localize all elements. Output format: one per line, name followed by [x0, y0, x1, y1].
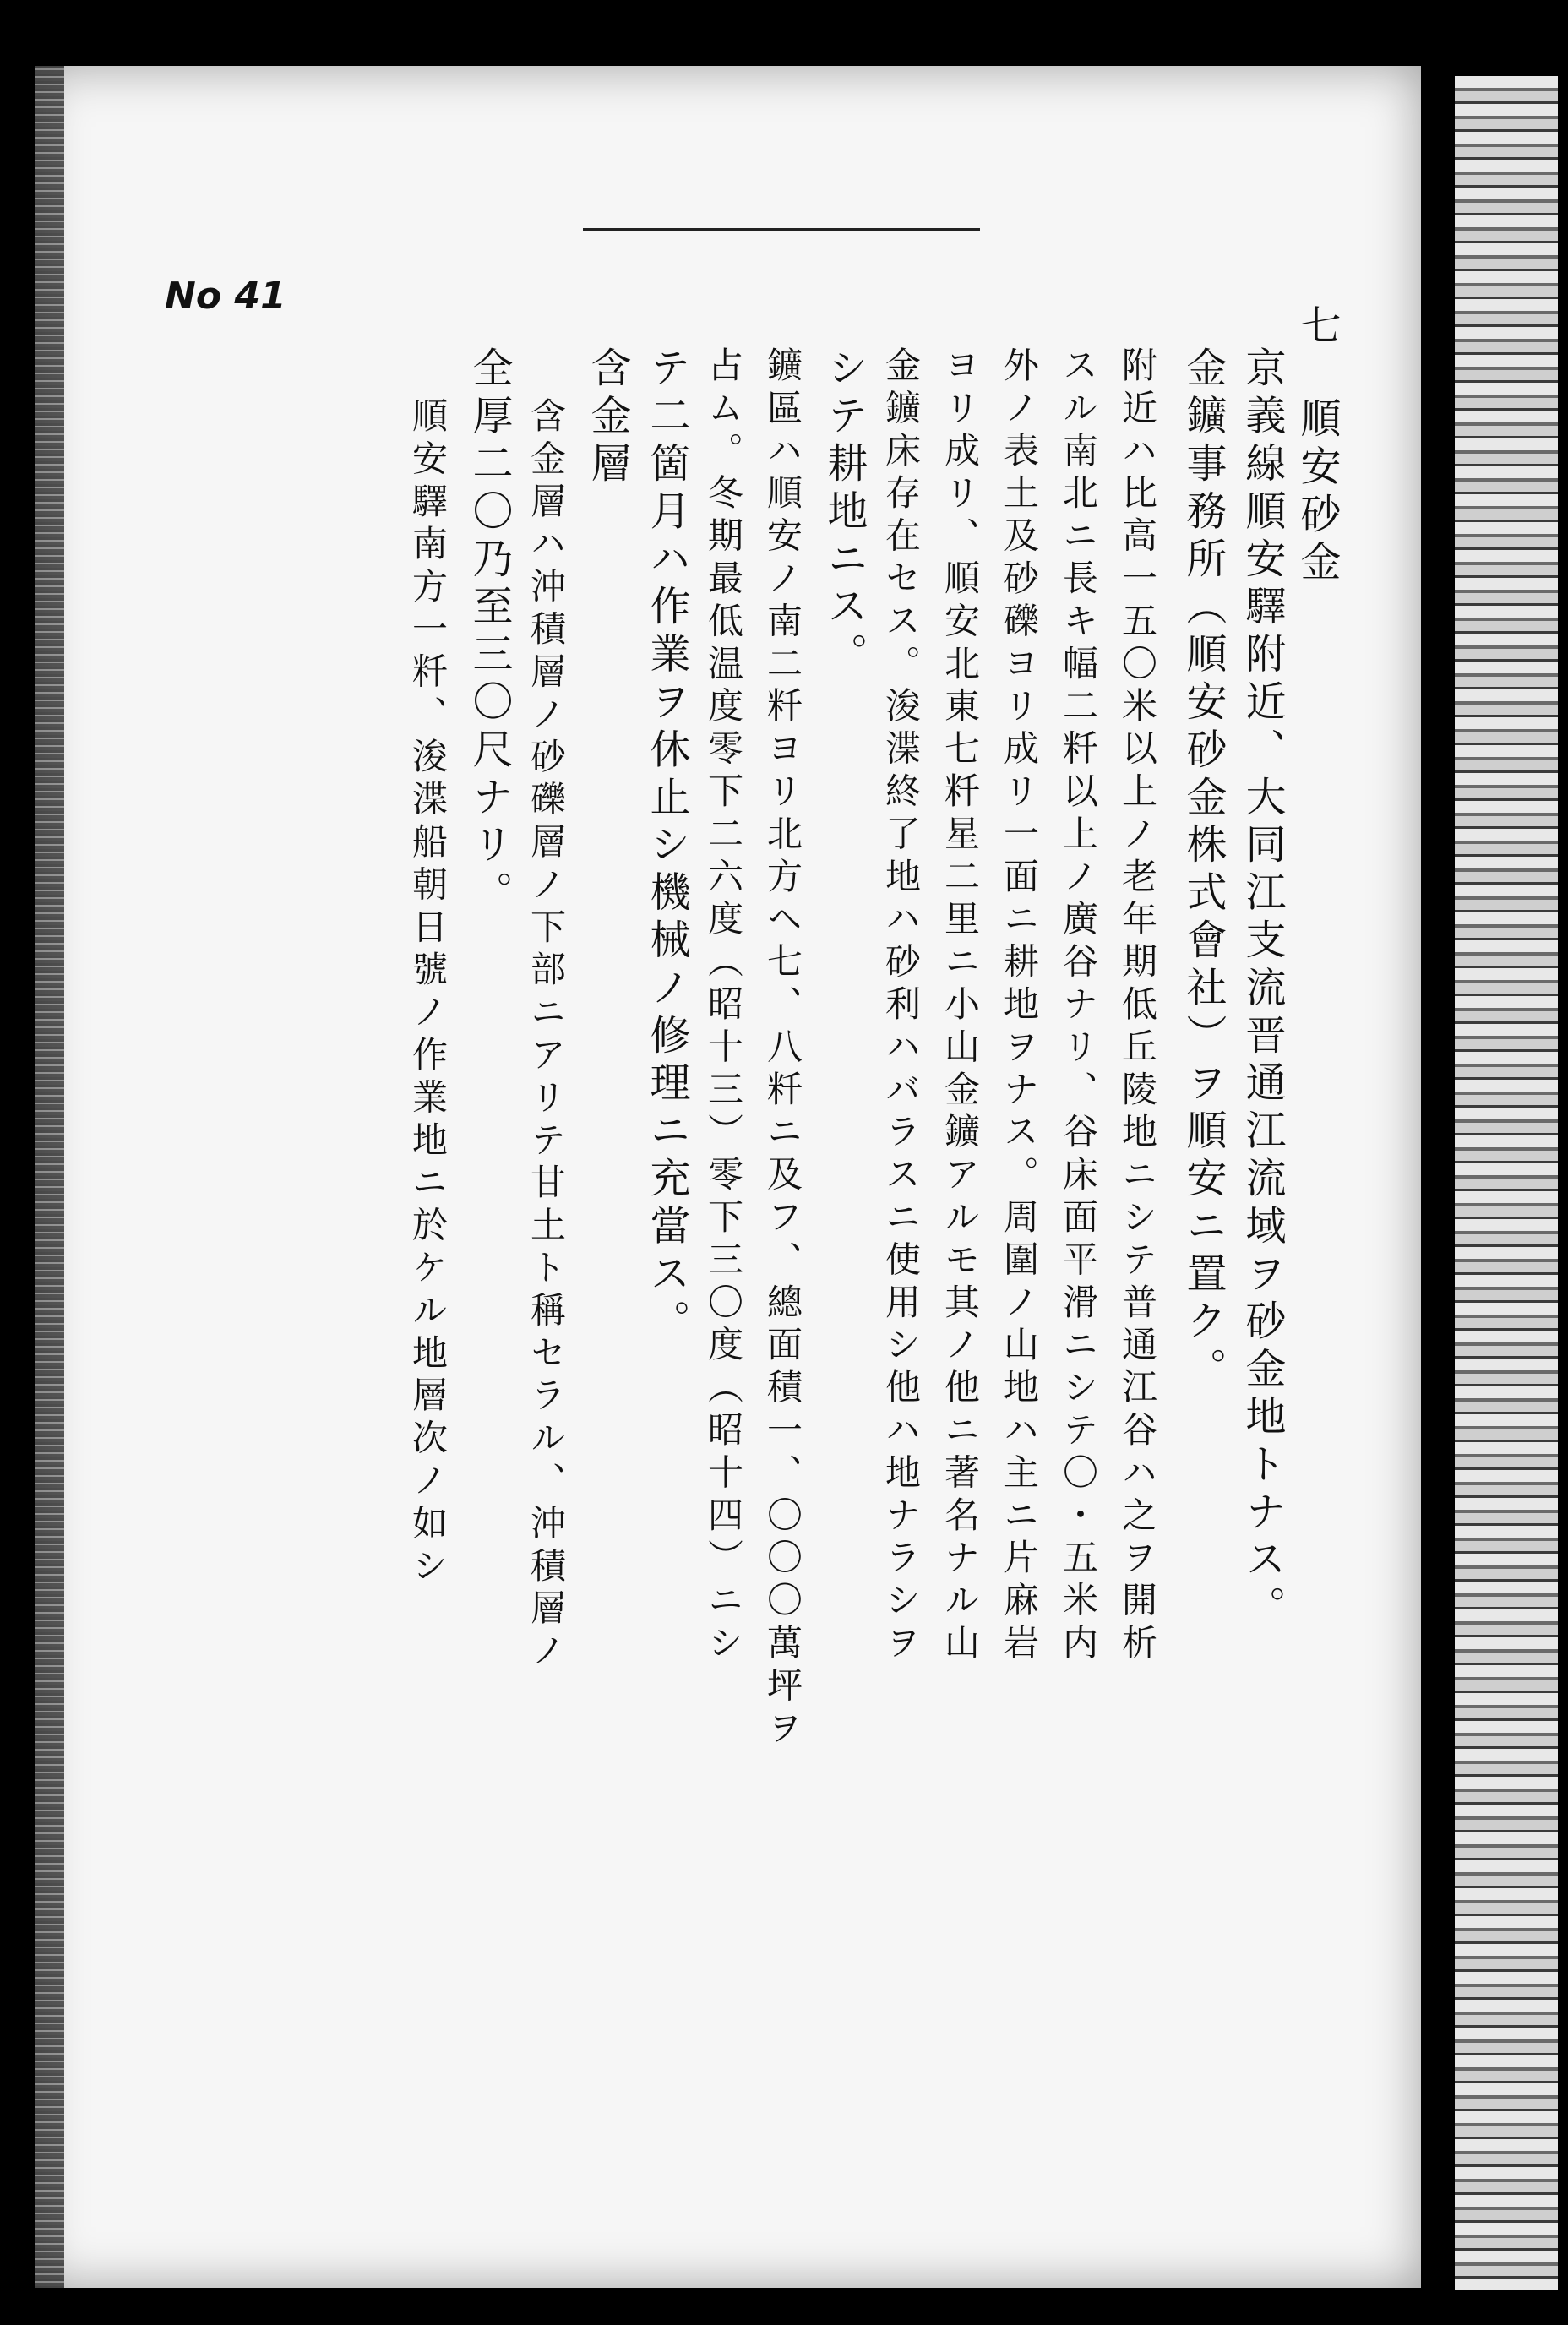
text-column: 外ノ表土及砂礫ヨリ成リ一面ニ耕地ヲナス。周圍ノ山地ハ主ニ片麻岩: [999, 346, 1040, 1667]
scan-edge-left: [35, 66, 64, 2288]
text-column: 順安驛南方一粁、浚渫船朝日號ノ作業地ニ於ケル地層次ノ如シ: [407, 397, 449, 1590]
page-number: No 41: [165, 275, 286, 318]
text-column: 全厚二〇乃至三〇尺ナリ。: [466, 346, 513, 918]
text-column: 京義線順安驛附近、大同江支流晋通江流域ヲ砂金地トナス。: [1239, 346, 1286, 1633]
text-column: スル南北ニ長キ幅二粁以上ノ廣谷ナリ、谷床面平滑ニシテ〇・五米内: [1058, 346, 1099, 1667]
text-column: 占ム。冬期最低温度零下二六度（昭十三）零下三〇度（昭十四）ニシ: [703, 346, 744, 1667]
adjacent-page-edge: [1455, 76, 1558, 2290]
text-column: 金鑛事務所（順安砂金株式會社）ヲ順安ニ置ク。: [1179, 346, 1227, 1395]
text-column: 附近ハ比高一五〇米以上ノ老年期低丘陵地ニシテ普通江谷ハ之ヲ開析: [1117, 346, 1158, 1667]
scan-gutter: [1421, 66, 1455, 2288]
text-column: 鑛區ハ順安ノ南二粁ヨリ北方ヘ七、八粁ニ及フ、總面積一、〇〇〇萬坪ヲ: [762, 346, 803, 1752]
text-column: テ二箇月ハ作業ヲ休止シ機械ノ修理ニ充當ス。: [643, 346, 690, 1348]
text-column: ヨリ成リ、順安北東七粁星二里ニ小山金鑛アルモ其ノ他ニ著名ナル山: [939, 346, 981, 1667]
subheading: 含金層: [584, 346, 631, 490]
section-heading: 順安砂金: [1293, 397, 1341, 588]
header-rule: [583, 228, 980, 231]
text-column: シテ耕地ニス。: [820, 346, 868, 680]
text-column: 金鑛床存在セス。浚渫終了地ハ砂利ハバラスニ使用シ他ハ地ナラシヲ: [880, 346, 922, 1667]
section-number: 七: [1293, 304, 1341, 352]
text-column: 含金層ハ沖積層ノ砂礫層ノ下部ニアリテ甘土ト稱セラル、沖積層ノ: [525, 397, 567, 1674]
